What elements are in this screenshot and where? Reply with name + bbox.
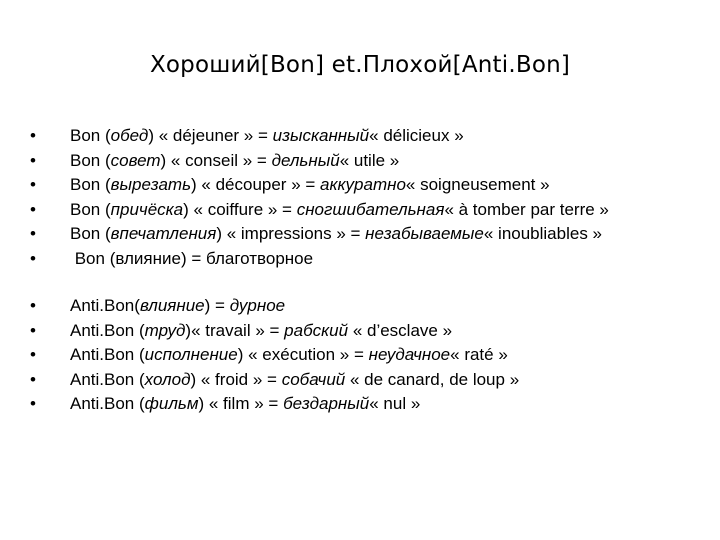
list-item: [30, 124, 609, 149]
bullet-icon: •: [30, 175, 36, 195]
italic-term: исполнение: [144, 345, 238, 365]
text-segment: ) « conseil » =: [160, 150, 272, 170]
italic-term: влияние: [139, 296, 205, 315]
text-segment: « utile »: [339, 150, 400, 170]
text-segment: Bon (: [70, 126, 111, 145]
list-item-text: [70, 345, 508, 364]
text-segment: ) « exécution » =: [237, 345, 369, 365]
italic-term: причёска: [110, 199, 184, 219]
italic-term: впечатления: [110, 224, 217, 244]
text-segment: « de canard, de loup »: [345, 369, 520, 389]
bullet-icon: •: [30, 126, 36, 145]
italic-term: бездарный: [283, 394, 370, 414]
list-item: [30, 247, 609, 272]
bullet-icon: •: [30, 224, 36, 244]
text-segment: Bon (влияние) = благотворное: [70, 248, 314, 268]
list-item-text: [70, 200, 609, 219]
text-segment: Anti.Bon (: [70, 345, 145, 365]
text-segment: ) « film » =: [198, 394, 284, 414]
text-segment: ) =: [204, 296, 230, 315]
text-segment: « nul »: [369, 394, 421, 414]
text-segment: Anti.Bon (: [70, 394, 145, 414]
italic-term: труд: [144, 320, 186, 340]
list-item-text: [70, 370, 519, 389]
text-segment: ) « impressions » =: [216, 224, 366, 244]
list-item-text: [70, 394, 420, 413]
bullet-icon: •: [30, 150, 36, 170]
list-item: [30, 294, 519, 319]
bullet-icon: •: [30, 369, 36, 389]
text-segment: ) « coiffure » =: [183, 199, 297, 219]
italic-term: холод: [144, 369, 191, 389]
list-item: [30, 198, 609, 223]
list-item: [30, 173, 609, 198]
italic-term: аккуратно: [320, 175, 406, 195]
bon-examples-list: [30, 124, 609, 272]
list-item-text: [70, 224, 602, 243]
text-segment: Anti.Bon (: [70, 369, 145, 389]
list-item-text: [70, 126, 464, 145]
list-item-text: [70, 296, 285, 315]
text-segment: )« travail » =: [185, 320, 285, 340]
list-item-text: [70, 151, 399, 170]
list-item: [30, 368, 519, 393]
text-segment: ) « déjeuner » =: [148, 126, 273, 145]
list-item-text: [70, 249, 313, 268]
italic-term: неудачное: [368, 345, 451, 365]
text-segment: Bon (: [70, 199, 111, 219]
text-segment: Bon (: [70, 224, 111, 244]
bullet-icon: •: [30, 199, 36, 219]
text-segment: « délicieux »: [369, 126, 464, 145]
text-segment: ) « froid » =: [190, 369, 282, 389]
text-segment: « raté »: [450, 345, 508, 365]
antibon-examples-list: [30, 294, 519, 417]
italic-term: рабский: [284, 320, 349, 340]
list-item: [30, 343, 519, 368]
bullet-icon: •: [30, 320, 36, 340]
text-segment: Bon (: [70, 150, 111, 170]
list-item: [30, 222, 609, 247]
italic-term: совет: [110, 150, 161, 170]
list-item: [30, 149, 609, 174]
text-segment: « à tomber par terre »: [444, 199, 609, 219]
bullet-icon: •: [30, 394, 36, 414]
italic-term: обед: [110, 126, 149, 145]
list-item: [30, 319, 519, 344]
text-segment: Anti.Bon (: [70, 320, 145, 340]
italic-term: сногшибательная: [296, 199, 445, 219]
italic-term: фильм: [144, 394, 199, 414]
text-segment: Bon (: [70, 175, 111, 195]
bullet-icon: •: [30, 296, 36, 315]
slide-title: Хороший[Bon] et.Плохой[Anti.Bon]: [149, 52, 571, 78]
italic-term: незабываемые: [365, 224, 484, 244]
bullet-icon: •: [30, 345, 36, 365]
italic-term: вырезать: [110, 175, 192, 195]
italic-term: дельный: [271, 150, 340, 170]
italic-term: собачий: [281, 369, 346, 389]
bullet-icon: •: [30, 248, 36, 268]
italic-term: изысканный: [272, 126, 370, 145]
list-item-text: [70, 175, 550, 194]
italic-term: дурное: [229, 296, 286, 315]
text-segment: ) « découper » =: [191, 175, 321, 195]
text-segment: « inoubliables »: [483, 224, 603, 244]
text-segment: « soigneusement »: [405, 175, 550, 195]
text-segment: « d’esclave »: [348, 320, 453, 340]
list-item-text: [70, 321, 452, 340]
list-item: [30, 392, 519, 417]
text-segment: Anti.Bon(: [70, 296, 140, 315]
